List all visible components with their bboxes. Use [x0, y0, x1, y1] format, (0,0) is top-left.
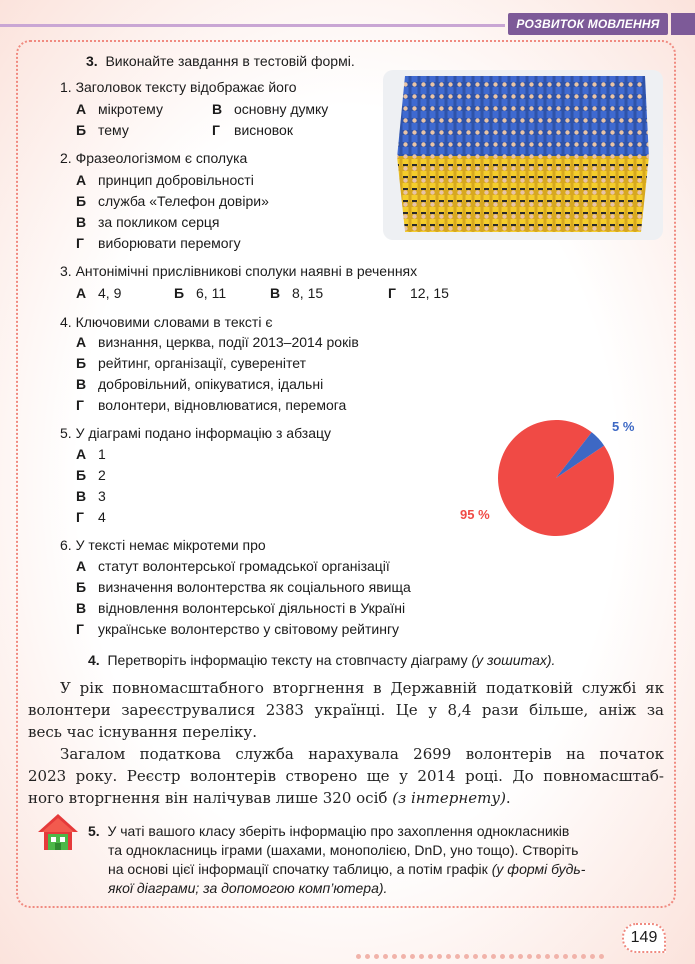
volunteers-flag-photo	[383, 70, 663, 240]
q4-option-v: В добровільний, опікуватися, ідальні	[76, 376, 324, 392]
section-title: РОЗВИТОК МОВЛЕННЯ	[508, 13, 668, 35]
q2-option-a: А принцип добровільності	[76, 172, 254, 188]
passage-line-2: волонтери зареєструвалися 2383 українці. Це у 8,4 рази більше, аніж за	[28, 701, 664, 719]
passage-line-5: 2023 року. Реєстр волонтерів створено ще у 2014 році. До повномасштаб-	[28, 767, 664, 785]
task3-heading: 3. Виконайте завдання в тестовій формі.	[86, 53, 355, 69]
q3-option-a: А 4, 9	[76, 285, 122, 301]
passage-line-3: весь час існування переліку.	[28, 723, 257, 741]
q6-option-b: Б визначення волонтерства як соціального явища	[76, 579, 411, 595]
pie-label-95: 95 %	[460, 507, 490, 522]
q5-option-v: В 3	[76, 488, 106, 504]
passage-line-6: ного вторгнення він налічував лише 320 осіб (з інтернету).	[28, 789, 511, 807]
q6-option-a: А статут волонтерської громадської організації	[76, 558, 390, 574]
task5-line-1: 5. У чаті вашого класу зберіть інформацію про захоплення однокласників	[88, 823, 570, 839]
pie-chart	[496, 418, 616, 538]
q2-option-g: Г виборювати перемогу	[76, 235, 241, 251]
q2-option-v: В за покликом серця	[76, 214, 220, 230]
q1-option-g: Г висновок	[212, 122, 293, 138]
header-rule	[0, 24, 505, 27]
task5-line-2: та однокласниць іграми (шахами, монополією, DnD, уно тощо). Створіть	[108, 842, 579, 858]
q1-option-v: В основну думку	[212, 101, 329, 117]
q2-text: 2. Фразеологізмом є сполука	[60, 150, 248, 166]
q3-text: 3. Антонімічні прислівникові сполуки наявні в реченнях	[60, 263, 418, 279]
page-number: 149	[622, 923, 666, 953]
q4-option-a: А визнання, церква, події 2013–2014 років	[76, 334, 359, 350]
q5-text: 5. У діаграмі подано інформацію з абзацу	[60, 425, 332, 441]
header-tab-end	[671, 13, 695, 35]
pie-label-5: 5 %	[612, 419, 635, 434]
q2-option-b: Б служба «Телефон довіри»	[76, 193, 269, 209]
home-task-icon	[36, 812, 80, 852]
q1-option-b: Б тему	[76, 122, 129, 138]
passage-line-1: У рік повномасштабного вторгнення в Державній податковій службі як	[60, 679, 664, 697]
q6-text: 6. У тексті немає мікротеми про	[60, 537, 266, 553]
task5-line-3: на основі цієї інформації спочатку таблицю, а потім графік (у формі будь-	[108, 861, 586, 877]
q5-option-a: А 1	[76, 446, 106, 462]
passage-source: (з інтернету)	[392, 789, 506, 807]
q4-option-b: Б рейтинг, організації, суверенітет	[76, 355, 307, 371]
q3-option-v: В 8, 15	[270, 285, 324, 301]
q5-option-b: Б 2	[76, 467, 106, 483]
q6-option-g: Г українське волонтерство у світовому рейтингу	[76, 621, 400, 637]
bottom-dots	[356, 946, 608, 952]
q6-option-v: В відновлення волонтерської діяльності в Україні	[76, 600, 406, 616]
q1-option-a: А мікротему	[76, 101, 163, 117]
q4-text: 4. Ключовими словами в тексті є	[60, 314, 273, 330]
task4-heading: 4. Перетворіть інформацію тексту на стовпчасту діаграму (у зошитах).	[88, 652, 556, 668]
q5-option-g: Г 4	[76, 509, 106, 525]
q4-option-g: Г волонтери, відновлюватися, перемога	[76, 397, 347, 413]
task5-line-4: якої діаграми; за допомогою комп’ютера).	[108, 880, 388, 896]
crowd-illustration	[383, 70, 663, 240]
passage-line-4: Загалом податкова служба нарахувала 2699 волонтерів на початок	[60, 745, 664, 763]
q3-option-b: Б 6, 11	[174, 285, 227, 301]
q3-option-g: Г 12, 15	[388, 285, 449, 301]
q1-text: 1. Заголовок тексту відображає його	[60, 79, 297, 95]
